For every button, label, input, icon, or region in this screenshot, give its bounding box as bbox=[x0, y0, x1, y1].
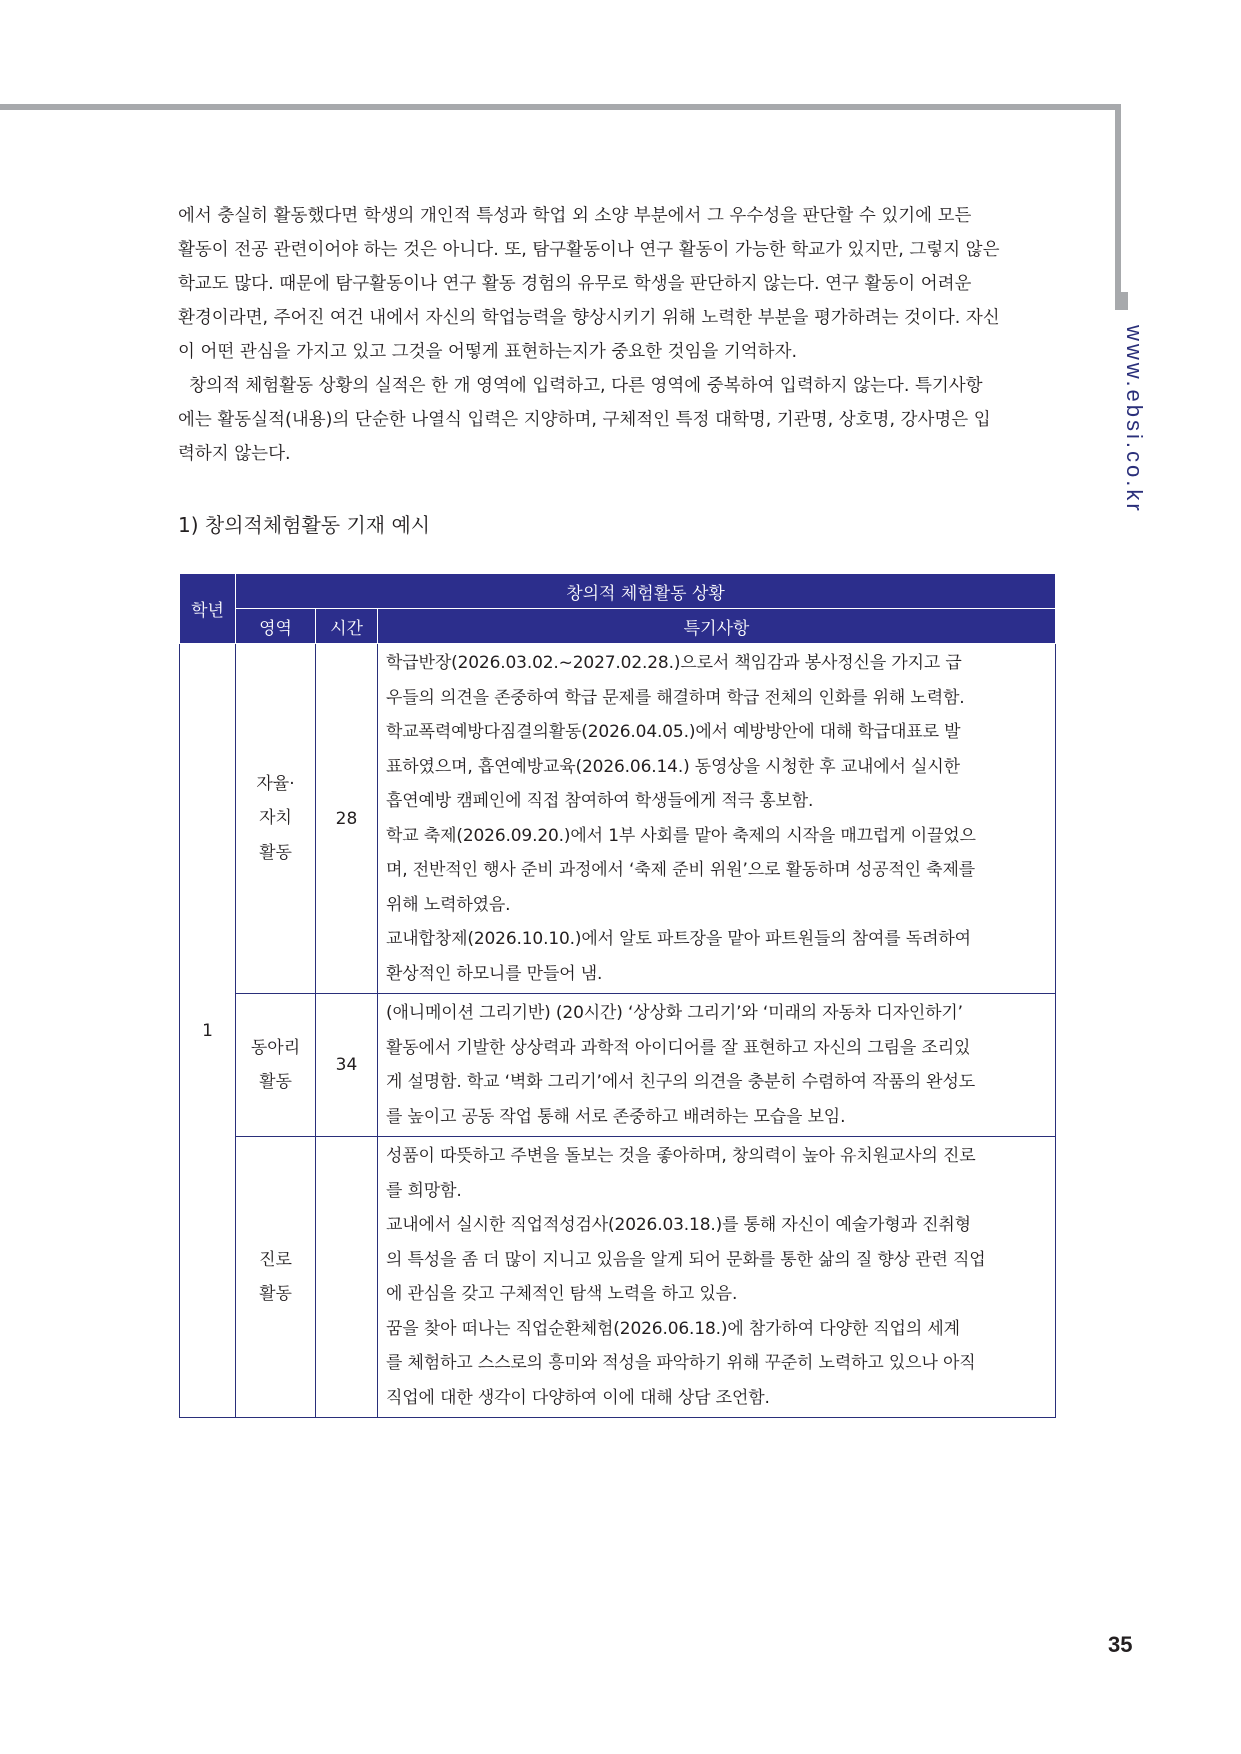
table-row bbox=[180, 994, 1056, 1137]
area-cell bbox=[236, 994, 316, 1137]
table-row bbox=[180, 1137, 1056, 1418]
hours-cell: 28 bbox=[316, 644, 378, 994]
note-line: 를 체험하고 스스로의 흥미와 적성을 파악하기 위해 꾸준히 노력하고 있으나 아직 bbox=[386, 1353, 976, 1373]
area-cell bbox=[236, 1137, 316, 1418]
notes-cell bbox=[378, 994, 1056, 1137]
note-line: 게 설명함. 학교 ‘벽화 그리기’에서 친구의 의견을 충분히 수렴하여 작품의 완성도 bbox=[386, 1072, 976, 1092]
top-rule bbox=[0, 104, 1121, 110]
body-line: 에서 충실히 활동했다면 학생의 개인적 특성과 학업 외 소양 부분에서 그 우수성을 판단할 수 있기에 모든 bbox=[178, 206, 972, 226]
notes-cell bbox=[378, 644, 1056, 994]
header-notes: 특기사항 bbox=[378, 609, 1056, 644]
body-line: 환경이라면, 주어진 여건 내에서 자신의 학업능력을 향상시키기 위해 노력한 부분을 평가하려는 것이다. 자신 bbox=[178, 308, 1000, 328]
hours-cell bbox=[316, 1137, 378, 1418]
body-line: 학교도 많다. 때문에 탐구활동이나 연구 활동 경험의 유무로 학생을 판단하지 않는다. 연구 활동이 어려운 bbox=[178, 274, 972, 294]
side-rule bbox=[1115, 104, 1121, 292]
body-paragraph bbox=[178, 199, 1066, 471]
grade-cell: 1 bbox=[180, 644, 236, 1418]
note-line: 의 특성을 좀 더 많이 지니고 있음을 알게 되어 문화를 통한 삶의 질 향상 관련 직업 bbox=[386, 1249, 986, 1270]
body-line: 활동이 전공 관련이어야 하는 것은 아니다. 또, 탐구활동이나 연구 활동이 가능한 학교가 있지만, 그렇지 않은 bbox=[178, 240, 1000, 260]
note-line: 학급반장(2026.03.02.~2027.02.28.)으로서 책임감과 봉사정신을 가지고 급 bbox=[386, 653, 962, 673]
site-url: www.ebsi.co.kr bbox=[1122, 325, 1147, 514]
area-cell bbox=[236, 644, 316, 994]
header-area: 영역 bbox=[236, 609, 316, 644]
note-line: 위해 노력하였음. bbox=[386, 894, 511, 915]
note-line: 우들의 의견을 존중하여 학급 문제를 해결하며 학급 전체의 인화를 위해 노력함. bbox=[386, 687, 965, 708]
section-title: 1) 창의적체험활동 기재 예시 bbox=[178, 513, 431, 537]
note-line: (애니메이션 그리기반) (20시간) ‘상상화 그리기’와 ‘미래의 자동차 디자인하기’ bbox=[386, 1003, 963, 1023]
note-line: 표하였으며, 흡연예방교육(2026.06.14.) 동영상을 시청한 후 교내에서 실시한 bbox=[386, 756, 960, 777]
area-label: 자율· 자치 활동 bbox=[256, 773, 295, 863]
page-number: 35 bbox=[1108, 1632, 1133, 1657]
header-hours: 시간 bbox=[316, 609, 378, 644]
table-row bbox=[180, 644, 1056, 994]
activity-table bbox=[179, 573, 1056, 1418]
side-tab-marker bbox=[1115, 292, 1128, 310]
note-line: 흡연예방 캠페인에 직접 참여하여 학생들에게 적극 홍보함. bbox=[386, 791, 814, 811]
hours-cell: 34 bbox=[316, 994, 378, 1137]
notes-cell bbox=[378, 1137, 1056, 1418]
header-group: 창의적 체험활동 상황 bbox=[236, 574, 1056, 609]
note-line: 성품이 따뜻하고 주변을 돌보는 것을 좋아하며, 창의력이 높아 유치원교사의 진로 bbox=[386, 1146, 976, 1166]
area-label: 동아리 활동 bbox=[250, 1037, 301, 1092]
body-line: 력하지 않는다. bbox=[178, 444, 291, 464]
note-line: 에 관심을 갖고 구체적인 탐색 노력을 하고 있음. bbox=[386, 1284, 738, 1304]
note-line: 활동에서 기발한 상상력과 과학적 아이디어를 잘 표현하고 자신의 그림을 조리있 bbox=[386, 1037, 971, 1058]
body-line: 창의적 체험활동 상황의 실적은 한 개 영역에 입력하고, 다른 영역에 중복하여 입력하지 않는다. 특기사항 bbox=[178, 376, 983, 396]
note-line: 꿈을 찾아 떠나는 직업순환체험(2026.06.18.)에 참가하여 다양한 직업의 세계 bbox=[386, 1318, 960, 1339]
note-line: 학교 축제(2026.09.20.)에서 1부 사회를 맡아 축제의 시작을 매끄럽게 이끌었으 bbox=[386, 825, 976, 846]
note-line: 교내에서 실시한 직업적성검사(2026.03.18.)를 통해 자신이 예술가형과 진취형 bbox=[386, 1215, 971, 1235]
area-label: 진로 활동 bbox=[259, 1249, 292, 1304]
note-line: 를 희망함. bbox=[386, 1180, 462, 1201]
note-line: 직업에 대한 생각이 다양하여 이에 대해 상담 조언함. bbox=[386, 1387, 770, 1408]
note-line: 환상적인 하모니를 만들어 냄. bbox=[386, 963, 603, 984]
note-line: 며, 전반적인 행사 준비 과정에서 ‘축제 준비 위원’으로 활동하며 성공적인 축제를 bbox=[386, 860, 976, 880]
body-line: 이 어떤 관심을 가지고 있고 그것을 어떻게 표현하는지가 중요한 것임을 기억하자. bbox=[178, 342, 798, 362]
note-line: 학교폭력예방다짐결의활동(2026.04.05.)에서 예방방안에 대해 학급대표로 발 bbox=[386, 722, 961, 742]
header-grade: 학년 bbox=[180, 574, 236, 644]
note-line: 교내합창제(2026.10.10.)에서 알토 파트장을 맡아 파트원들의 참여를 독려하여 bbox=[386, 929, 971, 949]
note-line: 를 높이고 공동 작업 통해 서로 존중하고 배려하는 모습을 보임. bbox=[386, 1106, 846, 1127]
body-line: 에는 활동실적(내용)의 단순한 나열식 입력은 지양하며, 구체적인 특정 대학명, 기관명, 상호명, 강사명은 입 bbox=[178, 410, 991, 430]
